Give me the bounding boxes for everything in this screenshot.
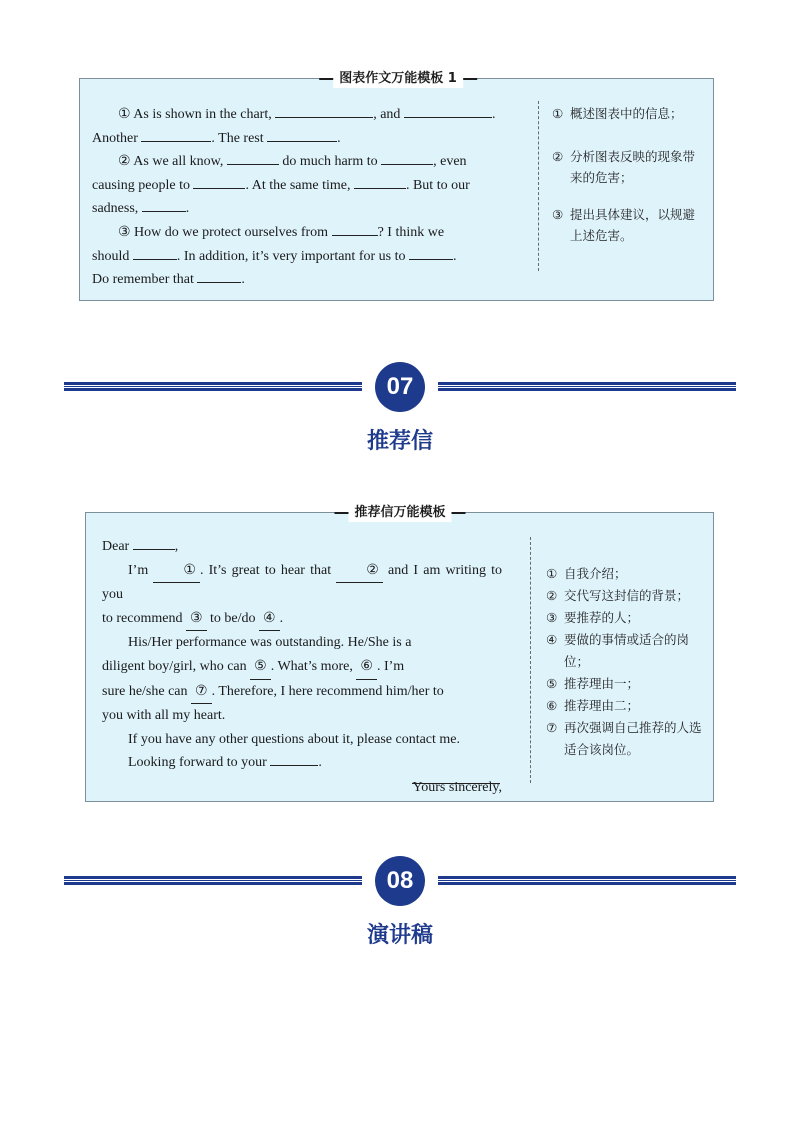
section-07-header xyxy=(0,362,800,452)
section-title: 推荐信 xyxy=(366,429,433,454)
template2-notes xyxy=(546,563,706,761)
letter-line-6: you with all my heart. xyxy=(102,708,226,724)
letter-line-5: sure he/she can ⑦ . Therefore, I here recommend him/her to xyxy=(102,680,502,705)
template1-line-7: should . In addition, it’s very important for us to . xyxy=(92,245,514,269)
template2-note-5: ⑤ 推荐理由一； xyxy=(546,676,640,691)
left-stripe xyxy=(64,382,362,391)
template1-line-4: causing people to . At the same time, . But to our xyxy=(92,174,514,198)
right-stripe xyxy=(438,876,736,885)
template2-note-7: ⑦ 再次强调自己推荐的人选适合该岗位。 xyxy=(546,720,702,757)
letter-line-8: Looking forward to your . xyxy=(102,751,502,775)
letter-line-4: diligent boy/girl, who can ⑤ . What’s more, ⑥ . I’m xyxy=(102,655,502,680)
template2-divider xyxy=(530,537,531,783)
letter-greeting: Dear , xyxy=(102,535,502,559)
template1-title: 图表作文万能模板 1 xyxy=(333,70,463,88)
template1-note-3: ③ 提出具体建议，以规避上述危害。 xyxy=(552,207,696,243)
letter-line-7: If you have any other questions about it, please contact me. xyxy=(128,731,461,747)
template1-line-6: ③ How do we protect ourselves from ? I think we xyxy=(92,221,514,245)
template2-title: 推荐信万能模板 xyxy=(348,504,451,522)
section-number-badge: 08 xyxy=(375,856,425,906)
letter-line-1: I’m ① . It’s great to hear that ② and I am writing to you xyxy=(102,559,502,607)
template2-box xyxy=(85,505,714,802)
section-number-badge: 07 xyxy=(375,362,425,412)
template1-line-5: sadness, . xyxy=(92,197,514,221)
section-title: 演讲稿 xyxy=(366,923,433,948)
letter-line-3: His/Her performance was outstanding. He/She is a xyxy=(128,635,412,651)
letter-closing: Yours sincerely, xyxy=(412,779,502,795)
template1-box xyxy=(79,71,714,301)
template1-line-3: ② As we all know, do much harm to , even xyxy=(92,150,514,174)
template2-note-3: ③ 要推荐的人； xyxy=(546,610,640,625)
template2-note-2: ② 交代写这封信的背景； xyxy=(546,588,690,603)
template1-note-1: ① 概述图表中的信息； xyxy=(552,106,683,121)
template2-note-6: ⑥ 推荐理由二； xyxy=(546,698,640,713)
right-stripe xyxy=(438,382,736,391)
template1-note-2: ② 分析图表反映的现象带来的危害； xyxy=(552,149,696,185)
template2-note-4: ④ 要做的事情或适合的岗位； xyxy=(546,632,690,669)
template1-divider xyxy=(538,101,539,271)
template1-line-1: ① As is shown in the chart, , and . xyxy=(92,103,514,127)
letter-line-2: to recommend ③ to be/do ④ . xyxy=(102,607,502,632)
left-stripe xyxy=(64,876,362,885)
template2-note-1: ① 自我介绍； xyxy=(546,566,627,581)
template1-notes xyxy=(552,103,702,246)
template1-text xyxy=(92,103,514,292)
signature-line xyxy=(412,783,500,784)
letter-text xyxy=(102,535,502,800)
template1-line-8: Do remember that . xyxy=(92,268,514,292)
template1-line-2: Another . The rest . xyxy=(92,127,514,151)
section-08-header xyxy=(0,856,800,946)
